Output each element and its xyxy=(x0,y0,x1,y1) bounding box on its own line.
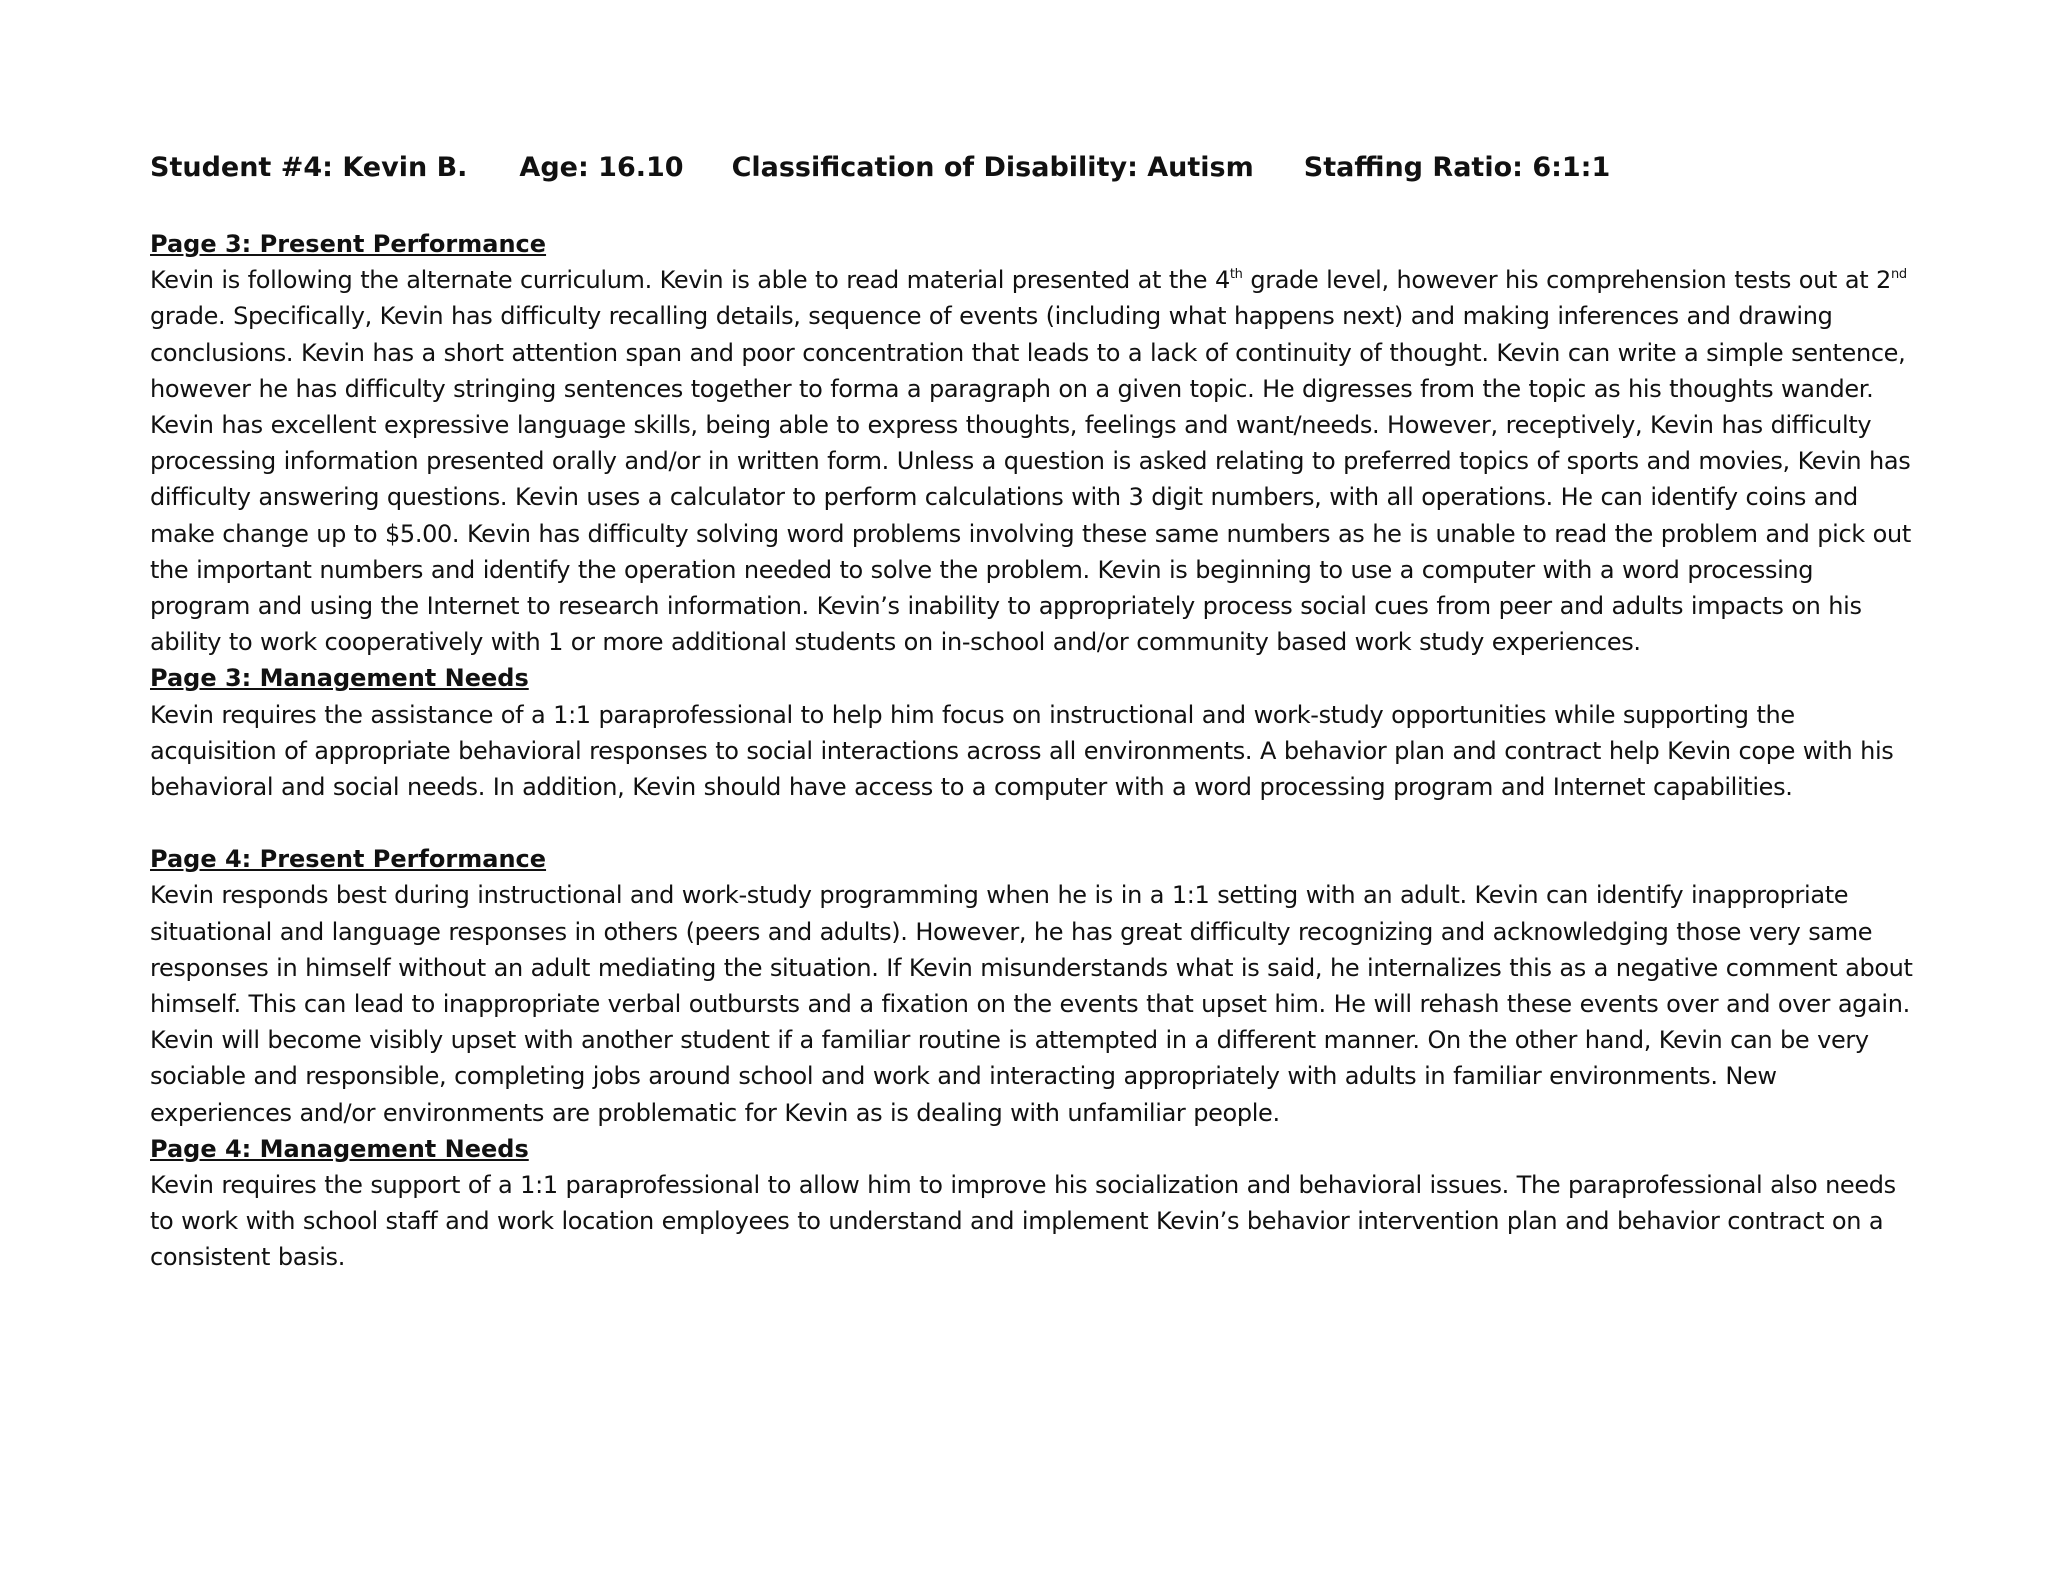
section-heading: Page 3: Management Needs xyxy=(150,664,529,693)
section-heading: Page 4: Present Performance xyxy=(150,845,547,874)
section-paragraph: Kevin responds best during instructional and work-study programming when he is in a 1:1 setting with an adult. Kevin can identify inappropriate situational and language responses in others (peers and adults). However, he has great difficulty recognizing and acknowledging those very same responses in himself without an adult mediating the situation. If Kevin misunderstands what is said, he internalizes this as a negative comment about himself. This can lead to inappropriate verbal outbursts and a fixation on the events that upset him. He will rehash these events over and over again. Kevin will become visibly upset with another student if a familiar routine is attempted in a different manner. On the other hand, Kevin can be very sociable and responsible, completing jobs around school and work and interacting appropriately with adults in familiar environments. New experiences and/or environments are problematic for Kevin as is dealing with unfamiliar people. xyxy=(150,881,1913,1127)
section-heading: Page 3: Present Performance xyxy=(150,230,547,258)
paragraph-text: grade. Specifically, Kevin has difficulty recalling details, sequence of events (including what happens next) and making inferences and drawing conclusions. Kevin has a short attention span and poor concentration that leads to a lack of continuity of thought. Kevin can write a simple sentence, however he has difficulty stringing sentences together to forma a paragraph on a given topic. He digresses from the topic as his thoughts wander. Kevin has excellent expressive language skills, being able to express thoughts, feelings and want/needs. However, receptively, Kevin has difficulty processing information presented orally and/or in written form. Unless a question is asked relating to preferred topics of sports and movies, Kevin has difficulty answering questions. Kevin uses a calculator to perform calculations with 3 digit numbers, with all operations. He can identify coins and make change up to $5.00. Kevin has difficulty solving word problems involving these same numbers as he is unable to read the problem and pick out the important numbers and identify the operation needed to solve the problem. Kevin is beginning to use a computer with a word processing program and using the Internet to research information. Kevin’s inability to appropriately process social cues from peer and adults impacts on his ability to work cooperatively with 1 or more additional students on in-school and/or community based work study experiences. xyxy=(150,302,1911,657)
student-header xyxy=(150,150,1920,186)
page4-management-needs-section xyxy=(150,1131,1920,1276)
section-paragraph: Kevin requires the assistance of a 1:1 paraprofessional to help him focus on instructional and work-study opportunities while supporting the acquisition of appropriate behavioral responses to social interactions across all environments. A behavior plan and contract help Kevin cope with his behavioral and social needs. In addition, Kevin should have access to a computer with a word processing program and Internet capabilities. xyxy=(150,700,1894,802)
ordinal-suffix: nd xyxy=(1890,267,1907,283)
section-spacer xyxy=(150,805,1920,841)
student-name: Student #4: Kevin B. xyxy=(150,152,468,183)
page3-present-performance-section xyxy=(150,226,1920,660)
section-paragraph xyxy=(150,262,1920,660)
section-paragraph: Kevin requires the support of a 1:1 paraprofessional to allow him to improve his socialization and behavioral issues. The paraprofessional also needs to work with school staff and work location employees to understand and implement Kevin’s behavior intervention plan and behavior contract on a consistent basis. xyxy=(150,1171,1896,1272)
section-heading: Page 4: Management Needs xyxy=(150,1134,529,1163)
disability-classification: Classification of Disability: Autism xyxy=(731,152,1254,183)
staffing-ratio: Staffing Ratio: 6:1:1 xyxy=(1303,152,1611,183)
page3-management-needs-section xyxy=(150,660,1920,805)
student-age: Age: 16.10 xyxy=(519,152,684,183)
document-page xyxy=(150,150,1920,1276)
page4-present-performance-section xyxy=(150,841,1920,1131)
paragraph-text: Kevin is following the alternate curriculum. Kevin is able to read material presented at the 4 xyxy=(150,266,1230,295)
ordinal-suffix: th xyxy=(1229,267,1243,283)
paragraph-text: grade level, however his comprehension tests out at 2 xyxy=(1242,266,1891,295)
